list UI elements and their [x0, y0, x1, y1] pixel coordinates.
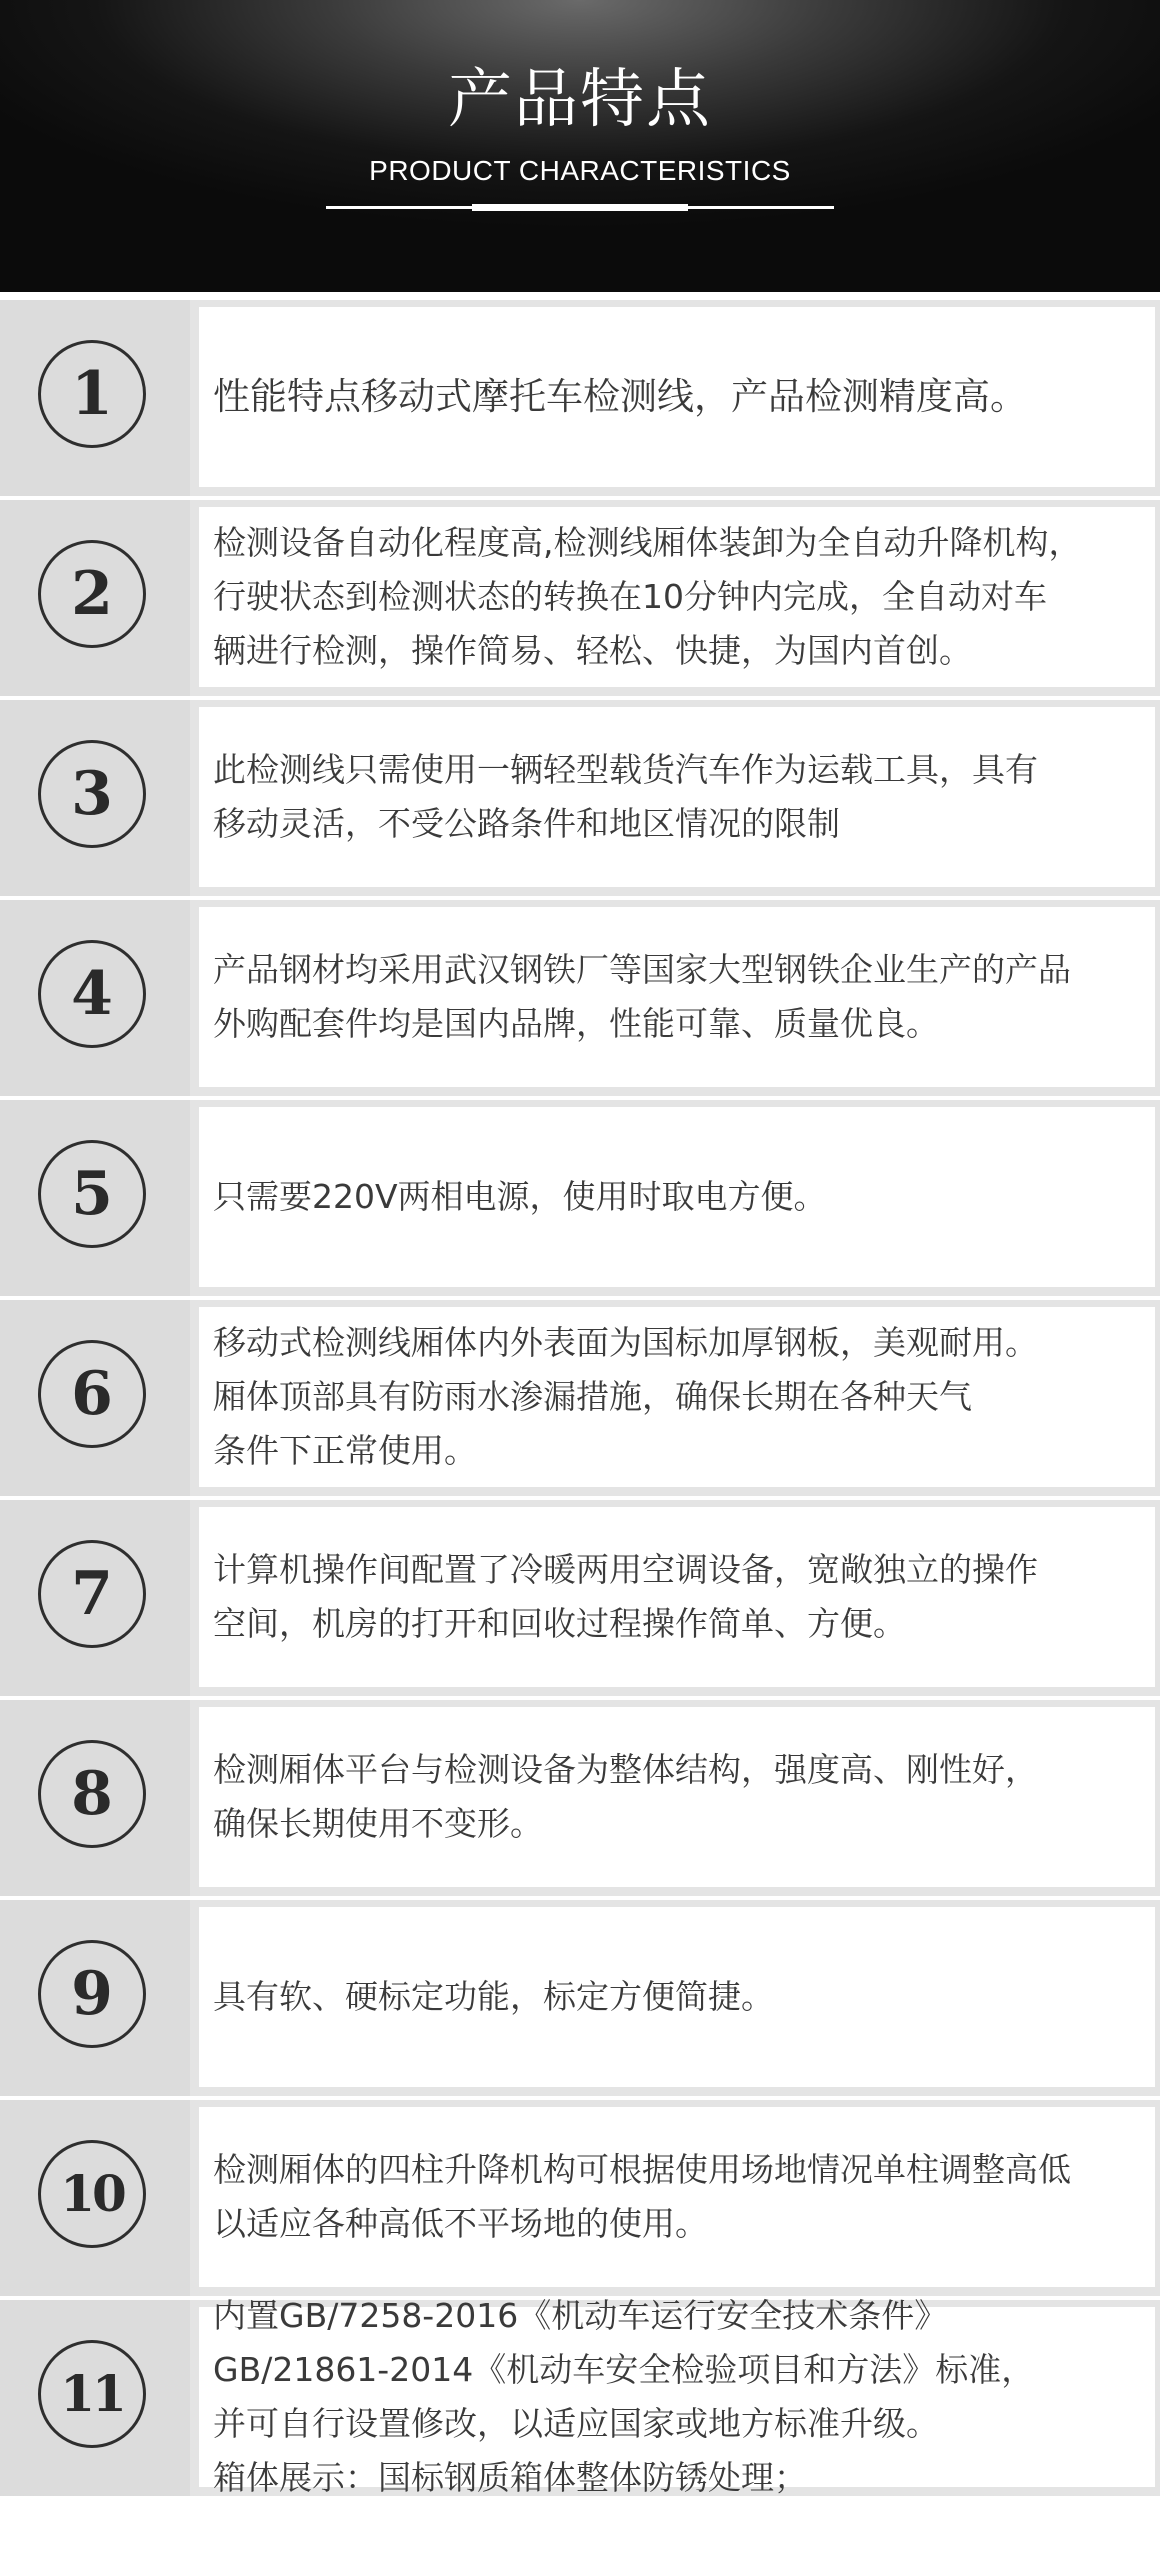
feature-number-cell [0, 2300, 190, 2496]
feature-text-cell [199, 2296, 1155, 2497]
feature-text-line: 检测厢体平台与检测设备为整体结构，强度高、刚性好， [213, 1750, 1038, 1789]
feature-number-cell [0, 1100, 190, 1296]
feature-text-line: 只需要220V两相电源，使用时取电方便。 [213, 1177, 827, 1216]
feature-text-cell [199, 1107, 1155, 1287]
feature-text-line: 内置GB/7258-2016《机动车运行安全技术条件》 [213, 2296, 948, 2335]
feature-number-cell [0, 2100, 190, 2296]
feature-text-cell [199, 707, 1155, 887]
feature-text-line: 箱体展示：国标钢质箱体整体防锈处理； [213, 2458, 807, 2497]
feature-text-line: 检测设备自动化程度高,检测线厢体装卸为全自动升降机构， [213, 523, 1082, 562]
feature-number-cell [0, 1900, 190, 2096]
feature-text-cell [199, 307, 1155, 487]
feature-row [0, 1900, 1160, 2096]
feature-row [0, 1100, 1160, 1296]
feature-text-line: 厢体顶部具有防雨水渗漏措施，确保长期在各种天气 [213, 1377, 972, 1416]
feature-text-line: 检测厢体的四柱升降机构可根据使用场地情况单柱调整高低 [213, 2150, 1071, 2189]
feature-row [0, 700, 1160, 896]
feature-number-badge: 4 [38, 940, 146, 1048]
feature-number-cell [0, 1300, 190, 1496]
feature-row [0, 500, 1160, 696]
feature-number-badge: 2 [38, 540, 146, 648]
feature-text-cell [199, 2107, 1155, 2287]
feature-text-line: 移动灵活，不受公路条件和地区情况的限制 [213, 804, 840, 843]
header-divider-accent [472, 204, 688, 211]
feature-row [0, 2296, 1160, 2497]
feature-row [0, 900, 1160, 1096]
feature-text-line: 确保长期使用不变形。 [213, 1804, 543, 1843]
feature-text-cell [199, 907, 1155, 1087]
feature-text-line: 条件下正常使用。 [213, 1431, 477, 1470]
feature-number-cell [0, 1500, 190, 1696]
feature-number-badge: 3 [38, 740, 146, 848]
feature-row [0, 1300, 1160, 1496]
feature-number-badge: 10 [38, 2140, 146, 2248]
feature-text-cell [199, 1507, 1155, 1687]
feature-text-line: 外购配套件均是国内品牌，性能可靠、质量优良。 [213, 1004, 939, 1043]
feature-text-line: 计算机操作间配置了冷暖两用空调设备，宽敞独立的操作 [213, 1550, 1038, 1589]
feature-number-badge: 8 [38, 1740, 146, 1848]
page-title: 产品特点 [448, 63, 712, 137]
feature-row [0, 2100, 1160, 2296]
page-header [0, 0, 1160, 292]
feature-text-cell [199, 1907, 1155, 2087]
feature-text-cell [199, 507, 1155, 687]
feature-row [0, 300, 1160, 496]
feature-number-cell [0, 1700, 190, 1896]
feature-number-badge: 6 [38, 1340, 146, 1448]
feature-number-cell [0, 500, 190, 696]
feature-text-cell [199, 1307, 1155, 1487]
feature-row [0, 1500, 1160, 1696]
feature-text-cell [199, 1707, 1155, 1887]
feature-number-cell [0, 300, 190, 496]
feature-text-line: 空间，机房的打开和回收过程操作简单、方便。 [213, 1604, 906, 1643]
feature-number-badge: 9 [38, 1940, 146, 2048]
feature-number-cell [0, 900, 190, 1096]
feature-text-line: 此检测线只需使用一辆轻型载货汽车作为运载工具，具有 [213, 750, 1038, 789]
feature-text-line: 具有软、硬标定功能，标定方便简捷。 [213, 1977, 774, 2016]
feature-text-line: 辆进行检测，操作简易、轻松、快捷，为国内首创。 [213, 631, 972, 670]
feature-text-line: 以适应各种高低不平场地的使用。 [213, 2204, 708, 2243]
feature-text-line: 并可自行设置修改，以适应国家或地方标准升级。 [213, 2404, 939, 2443]
feature-number-badge: 11 [38, 2340, 146, 2448]
page-subtitle: PRODUCT CHARACTERISTICS [369, 155, 791, 186]
feature-text-line: 移动式检测线厢体内外表面为国标加厚钢板，美观耐用。 [213, 1323, 1038, 1362]
feature-number-cell [0, 700, 190, 896]
feature-text-line: 产品钢材均采用武汉钢铁厂等国家大型钢铁企业生产的产品 [213, 950, 1071, 989]
feature-text-line: 行驶状态到检测状态的转换在10分钟内完成，全自动对车 [213, 577, 1047, 616]
feature-row [0, 1700, 1160, 1896]
feature-text-line: 性能特点移动式摩托车检测线，产品检测精度高。 [213, 375, 1027, 418]
feature-number-badge: 5 [38, 1140, 146, 1248]
feature-text-line: GB/21861-2014《机动车安全检验项目和方法》标准， [213, 2350, 1035, 2389]
feature-number-badge: 7 [38, 1540, 146, 1648]
feature-number-badge: 1 [38, 340, 146, 448]
